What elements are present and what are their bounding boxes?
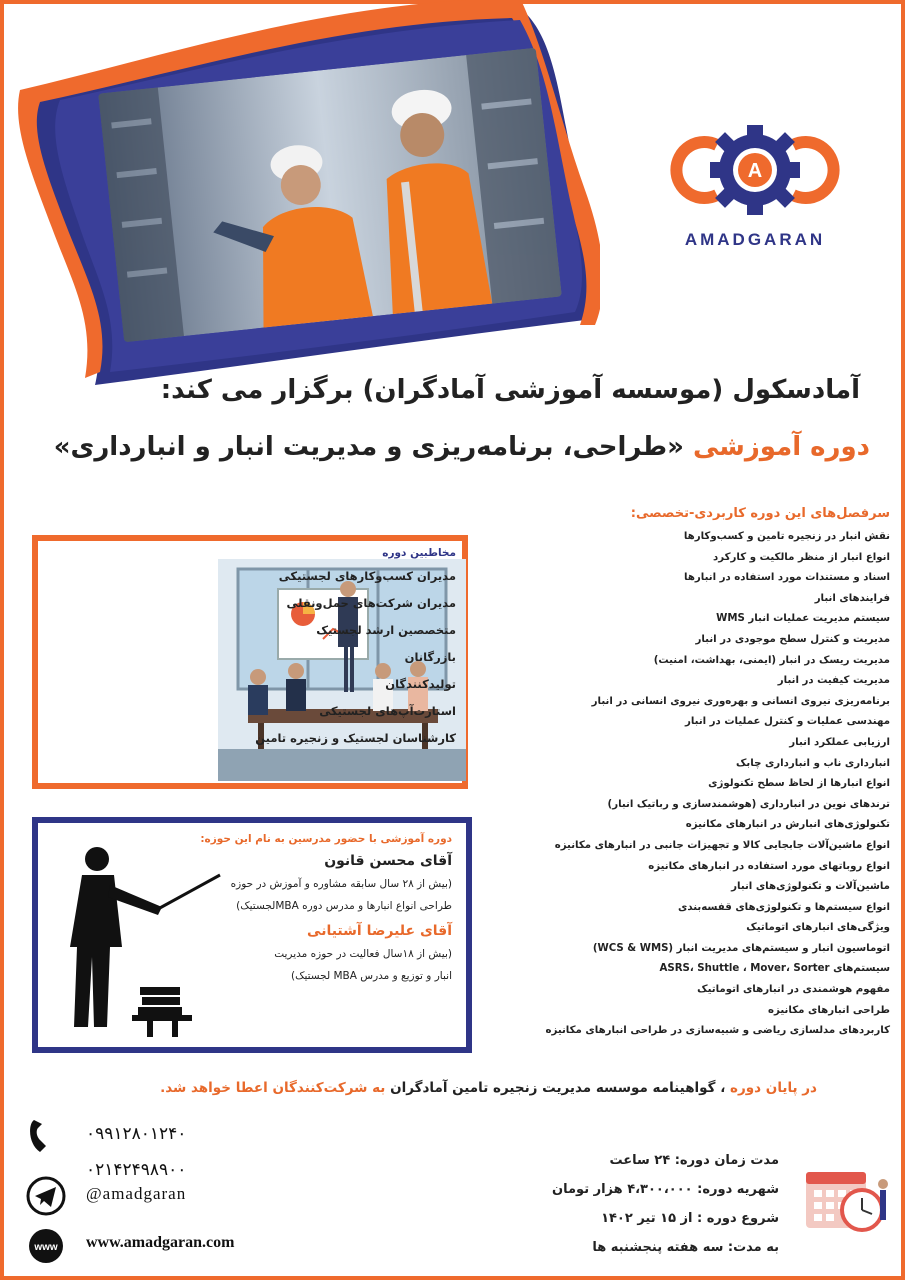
course-start-date: شروع دوره : از ۱۵ تیر ۱۴۰۲	[601, 1211, 779, 1226]
amadgaran-logo	[655, 115, 855, 225]
audience-item: مدیران شرکت‌های حمل‌ونقلی	[286, 596, 456, 610]
phone-number-1[interactable]: ۰۹۹۱۲۸۰۱۲۴۰	[86, 1124, 187, 1143]
phone-icon	[24, 1116, 68, 1156]
calendar-clock-icon	[800, 1160, 895, 1240]
globe-icon	[24, 1226, 68, 1266]
syllabus-item: مفهوم هوشمندی در انبارهای اتوماتیک	[697, 984, 890, 996]
course-duration: مدت زمان دوره: ۲۴ ساعت	[609, 1153, 779, 1168]
syllabus-item: کاربردهای مدلسازی ریاضی و شبیه‌سازی در طراحی انبارهای مکانیزه	[545, 1025, 890, 1037]
syllabus-item: مدیریت و کنترل سطح موجودی در انبار	[695, 633, 890, 645]
audience-item: تولیدکنندگان	[385, 677, 456, 691]
headline-course-prefix: دوره آموزشی	[692, 432, 870, 462]
audience-item: استارت‌آپ‌های لجستیکی	[319, 704, 456, 718]
phone-number-2[interactable]: ۰۲۱۴۲۴۹۸۹۰۰	[86, 1160, 187, 1179]
syllabus-item: اسناد و مستندات مورد استفاده در انبارها	[684, 572, 890, 584]
website-url[interactable]: www.amadgaran.com	[86, 1234, 235, 1251]
syllabus-item: ترندهای نوین در انبارداری (هوشمندسازی و رباتیک انبار)	[607, 798, 890, 810]
audience-title: مخاطبین دوره	[382, 547, 456, 559]
syllabus-item: مدیریت ریسک در انبار (ایمنی، بهداشت، امنیت)	[653, 654, 890, 666]
audience-item: مدیران کسب‌وکارهای لجستیکی	[278, 569, 456, 583]
certificate-part: به شرکت‌کنندگان اعطا خواهد شد.	[160, 1080, 386, 1096]
syllabus-item: انواع سیستم‌ها و تکنولوژی‌های قفسه‌بندی	[678, 901, 890, 913]
instructors-text	[152, 833, 452, 987]
audience-list	[256, 547, 456, 752]
phone-contact[interactable]	[24, 1116, 264, 1156]
syllabus-item: سیستم مدیریت عملیات انبار WMS	[716, 613, 890, 625]
syllabus-item: سیستم‌های ASRS، Shuttle ، Mover، Sorter	[659, 963, 890, 975]
syllabus-item: مدیریت کیفیت در انبار	[777, 675, 890, 687]
warehouse-workers-photo	[98, 48, 562, 343]
course-fee: شهریه دوره: ۴،۳۰۰،۰۰۰ هزار تومان	[552, 1182, 779, 1197]
syllabus-item: انبارداری ناب و انبارداری چابک	[735, 757, 890, 769]
telegram-handle[interactable]: @amadgaran	[86, 1184, 187, 1203]
syllabus-item: انواع انبار از منظر مالکیت و کارکرد	[713, 551, 890, 563]
telegram-contact[interactable]	[24, 1176, 264, 1216]
logo-letter: A	[747, 160, 763, 182]
course-info	[459, 1146, 779, 1262]
syllabus-item: انواع ماشین‌آلات جابجایی کالا و تجهیزات جانبی در انبارهای مکانیزه	[554, 839, 890, 851]
certificate-part: ، گواهینامه موسسه مدیریت زنجیره تامین آمادگران	[390, 1080, 726, 1096]
instructor-bio-line: (بیش از ۲۸ سال سابقه مشاوره و آموزش در حوزه	[230, 878, 452, 890]
syllabus-list	[470, 527, 890, 1042]
syllabus-item: ویژگی‌های انبارهای اتوماتیک	[746, 922, 890, 934]
website-contact[interactable]	[24, 1226, 264, 1266]
syllabus-item: انواع انبارها از لحاظ سطح تکنولوژی	[708, 778, 890, 790]
syllabus-title: سرفصل‌های این دوره کاربردی-تخصصی:	[630, 506, 890, 521]
instructors-box	[32, 817, 472, 1053]
syllabus-section	[470, 506, 890, 1042]
syllabus-item: ارزیابی عملکرد انبار	[789, 736, 890, 748]
headline-organizer: آمادسکول (موسسه آموزشی آمادگران) برگزار می کند:	[160, 375, 860, 405]
syllabus-item: ماشین‌آلات و تکنولوژی‌های انبار	[731, 881, 890, 893]
syllabus-item: اتوماسیون انبار و سیستم‌های مدیریت انبار (WCS & WMS)	[592, 942, 890, 954]
instructors-heading: دوره آموزشی با حضور مدرسین به نام این حوزه:	[200, 833, 452, 845]
syllabus-item: نقش انبار در زنجیره تامین و کسب‌وکارها	[683, 531, 890, 542]
certificate-part: در پایان دوره	[730, 1080, 817, 1096]
instructor-name: آقای علیرضا آشتیانی	[307, 923, 452, 939]
headline-course-name: «طراحی، برنامه‌ریزی و مدیریت انبار و انبارداری»	[53, 432, 684, 462]
audience-item: کارشناسان لجستیک و زنجیره تامین	[255, 731, 456, 745]
instructor-name: آقای محسن قانون	[324, 853, 452, 869]
logo-wordmark: AMADGARAN	[684, 230, 826, 249]
globe-icon-label: www	[34, 1242, 58, 1253]
instructor-bio-line: انبار و توزیع و مدرس MBA لجستیک)	[290, 970, 452, 982]
syllabus-item: طراحی انبارهای مکانیزه	[768, 1004, 890, 1016]
headline-course-title	[30, 432, 870, 462]
syllabus-item: برنامه‌ریزی نیروی انسانی و بهره‌وری نیروی انسانی در انبار	[591, 695, 890, 707]
syllabus-item: فرایندهای انبار	[814, 592, 890, 604]
certificate-note	[57, 1080, 817, 1096]
syllabus-item: مهندسی عملیات و کنترل عملیات در انبار	[684, 716, 890, 728]
course-schedule: به مدت: سه هفته پنجشنبه ها	[592, 1240, 779, 1255]
audience-item: متخصصین ارشد لجستیک	[316, 623, 456, 637]
instructor-bio-line: (بیش از ۱۸سال فعالیت در حوزه مدیریت	[274, 948, 452, 960]
audience-box	[32, 535, 468, 789]
audience-item: بازرگانان	[404, 650, 456, 664]
instructor-bio-line: طراحی انواع انبارها و مدرس دوره MBAلجستیک)	[236, 900, 452, 912]
telegram-icon	[24, 1176, 68, 1216]
syllabus-item: انواع روباتهای مورد استفاده در انبارهای مکانیزه	[648, 860, 890, 872]
syllabus-item: تکنولوژی‌های انبارش در انبارهای مکانیزه	[685, 819, 890, 831]
